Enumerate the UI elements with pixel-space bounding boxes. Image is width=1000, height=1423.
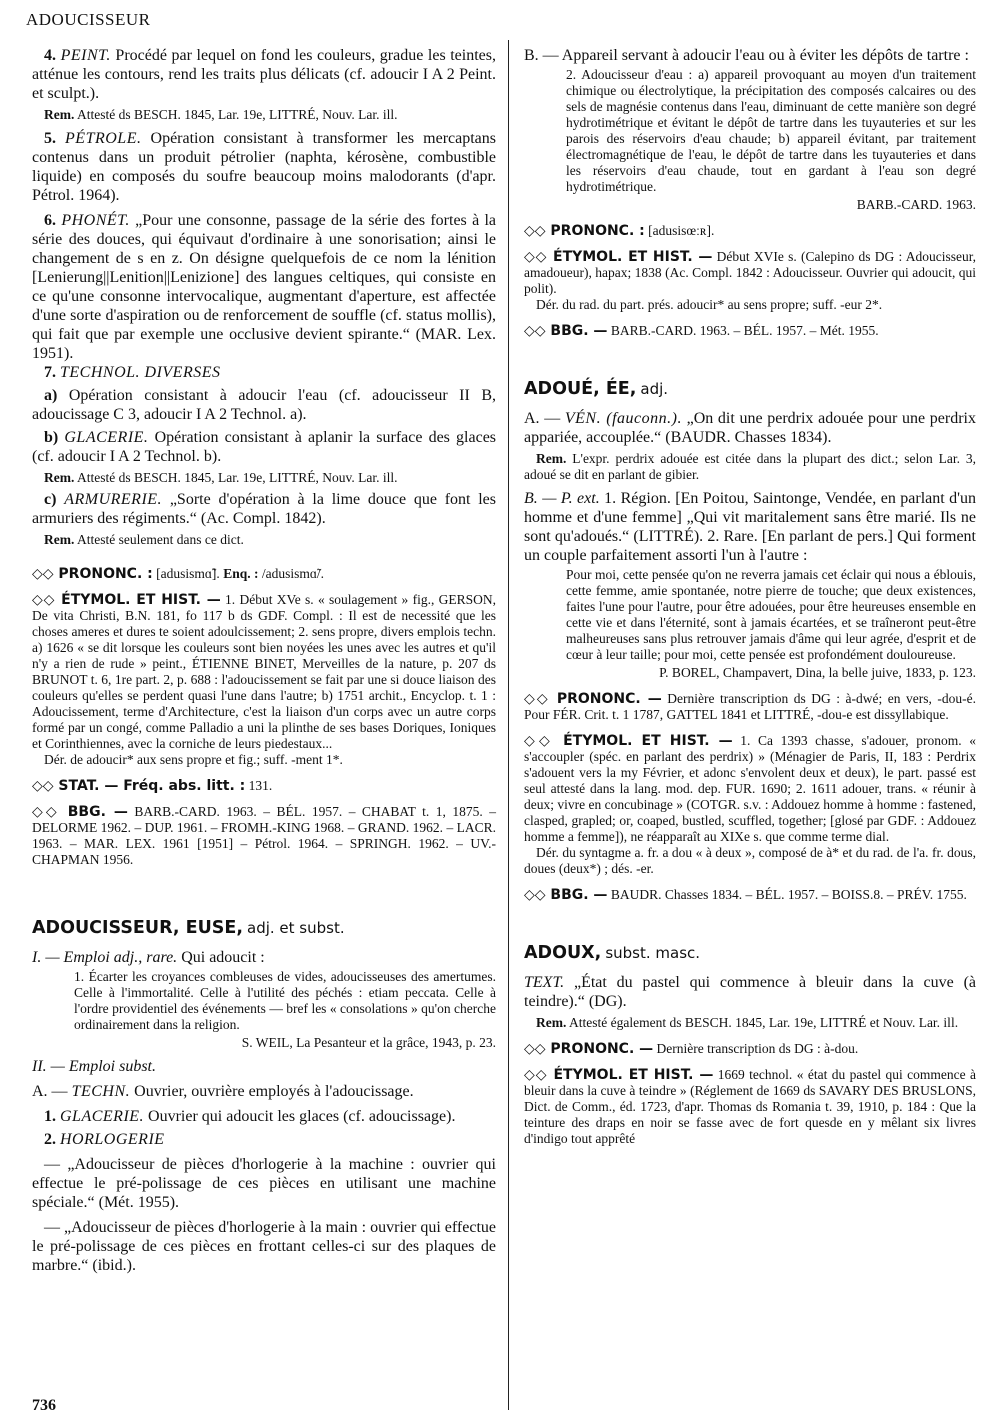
pronunciation: ◇◇ PRONONC. — Dernière transcription ds DG : à-dwé; en vers, -dou-é. Pour FÉR. Crit. t. 1 1787, GATTEL 1841 et LITTRÉ, -dou-e est dissyllabique. xyxy=(524,691,976,722)
pronunciation: ◇◇ PRONONC. : [adusisœːʀ]. xyxy=(524,223,715,239)
running-head: ADOUCISSEUR xyxy=(26,10,151,29)
remark: Rem. Attesté seulement dans ce dict. xyxy=(44,532,244,547)
column-divider xyxy=(508,40,509,1410)
sense-5: 5. PÉTROLE. Opération consistant à transformer les mercaptans contenus dans un produit pétrolier (naphta, kérosène, combustible liquide) en composés du soufre beaucoup moins malodorants (d'apr. Pétrol. 1964). xyxy=(32,130,496,204)
pronunciation: ◇◇ PRONONC. — Dernière transcription ds DG : à-dou. xyxy=(524,1041,859,1057)
etymology: ◇◇ ÉTYMOL. ET HIST. — Début XVIe s. (Calepino ds DG : Adoucisseur, amadoueur), hapax; 1838 (Ac. Compl. 1842 : Adoucisseur. Ouvrier qui adoucit, qui polit). xyxy=(524,249,977,296)
sense-7a: a) Opération consistant à adoucir l'eau (cf. adoucisseur II B, adoucissage C 3, adoucir I A 2 Technol. a). xyxy=(32,387,496,423)
citation-source: BARB.-CARD. 1963. xyxy=(856,197,976,212)
entry-heading: ADOUÉ, ÉE, adj. xyxy=(524,379,669,399)
entry-heading: ADOUX, subst. masc. xyxy=(524,943,701,963)
sense-IIA1: 1. GLACERIE. Ouvrier qui adoucit les glaces (cf. adoucissage). xyxy=(44,1108,456,1125)
citation-source: S. WEIL, La Pesanteur et la grâce, 1943, p. 23. xyxy=(241,1035,496,1050)
etymology: ◇◇ ÉTYMOL. ET HIST. — 1. Ca 1393 chasse, s'adouer, pronom. « s'accoupler (spéc. en parlant des perdrix) » (Ménagier de Paris, II, 183 : Perdrix s'adouent vers la my Février, et adonc s'envolent deux et deux), le part. passé est seul attesté dans la lang. mod. dep. FUR. 1690; 2. 1611 adouer, trans. « réunir à deux; vivre en concubinage » (COTGR. s.v. : Addouez homme à homme : fastened, clasped, grapled; or, coaped, bustled, scuffled, together; [glosé par GDF. : Addouez homme a femme]), ne réapparaît au XIXe s. que comme terme dial. xyxy=(524,733,976,844)
bibliography: ◇◇ BBG. — BARB.-CARD. 1963. – BÉL. 1957. – Mét. 1955. xyxy=(524,323,879,339)
etymology: ◇◇ ÉTYMOL. ET HIST. — 1. Début XVe s. « soulagement » fig., GERSON, De vita Christi, B.N. 181, fo 117 b ds GDF. Compl. : Il est de necessité que les choses ameres et dures te soient adoulcissement; 2. sens propre, divers emplois techn. a) 1626 « se dit lorsque les couleurs sont bien noyées les unes avec les autres et qu'il n'y a rien de rude » peint., ÉTIENNE BINET, Merveilles de la nature, p. 207 ds BRUNOT t. 6, 1re part. 2, p. 688 : l'adoucissement se fait par une si douce liaison des couleurs qu'elles se perdent quasi l'une dans l'autre; b) 1751 archit., Encyclop. t. 1 : Adoucissement, terme d'Architecture, c'est la liaison d'un corps avec un autre corps formé par un congé, comme Palladio a uni la plinthe de ses bases Doriques, Ioniques et Corinthiennes, avec la corniche de leurs piedestaux... xyxy=(32,592,497,751)
pronunciation: ◇◇ PRONONC. : [adusismɑ̃]. Enq. : /adusismɑ̃/. xyxy=(32,566,325,582)
derivation: Dér. du syntagme a. fr. a dou « à deux », composé de à* et du rad. de l'a. fr. dous, doues (deux*) ; dés. -er. xyxy=(524,845,976,876)
sense-7c: c) ARMURERIE. „Sorte d'opération à la lime douce que font les armuriers des régiments.“ (Ac. Compl. 1842). xyxy=(32,491,497,527)
sense-4: 4. PEINT. Procédé par lequel on fond les couleurs, gradue les teintes, atténue les contours, rend les traits plus délicats (cf. adoucir I A 2 Peint. et sculpt.). xyxy=(32,47,497,102)
entry-heading: ADOUCISSEUR, EUSE, adj. et subst. xyxy=(32,918,345,938)
remark: Rem. Attesté également ds BESCH. 1845, Lar. 19e, LITTRÉ et Nouv. Lar. ill. xyxy=(536,1015,959,1030)
remark: Rem. Attesté ds BESCH. 1845, Lar. 19e, LITTRÉ, Nouv. Lar. ill. xyxy=(44,107,398,122)
page-number: 736 xyxy=(32,1397,56,1414)
right-column xyxy=(524,46,976,1147)
sense-B: B. — P. ext. 1. Région. [En Poitou, Saintonge, Vendée, en parlant d'un homme et d'une femme] „Qui vit maritalement sans être marié. Ils ne sont qu'adoués.“ (LITTRÉ). 2. Rare. [En parlant de pers.] Qui forment un couple parfaitement assorti l'un à l'autre : xyxy=(524,490,977,564)
left-column xyxy=(32,46,496,1275)
sense-I: I. — Emploi adj., rare. Qui adoucit : xyxy=(32,949,265,966)
statistics: ◇◇ STAT. — Fréq. abs. litt. : 131. xyxy=(32,778,273,794)
remark: Rem. Attesté ds BESCH. 1845, Lar. 19e, LITTRÉ, Nouv. Lar. ill. xyxy=(44,470,398,485)
sense-6: 6. PHONÉT. „Pour une consonne, passage de la série des fortes à la série des douces, qui équivaut d'ordinaire à une sonorisation; ainsi le changement de s en z. On désigne quelquefois de ce nom la lénition [Lenierung||Lenition||Lenizione] des langues celtiques, qui consiste en ce qu'une consonne intervocalique, augmentant d'aperture, est affectée d'une sorte d'aspiration ou de renforcement de souffle (cf. status mollis), qui fait que par exemple une occlusive devient spirante.“ (MAR. Lex. 1951). xyxy=(32,212,497,362)
sense-text: TEXT. „État du pastel qui commence à bleuir dans la cuve (à teindre).“ (DG). xyxy=(524,974,977,1010)
sense-7: 7. TECHNOL. DIVERSES xyxy=(44,364,221,381)
etymology: ◇◇ ÉTYMOL. ET HIST. — 1669 technol. « état du pastel qui commence à bleuir dans la cuve à teindre » (Réglement de 1669 ds SAVARY DES BRUSLONS, Dict. de Comm., éd. 1723, d'apr. Thomas ds Romania t. 39, 1910, p. 184 : Que la teinture des draps en noir se fasse avec de fort quesde en y mêlant six livres d'indigo tout apprêté xyxy=(524,1067,977,1146)
sense-A: A. — VÉN. (fauconn.). „On dit une perdrix adouée pour une perdrix appariée, accouplée.“ (BAUDR. Chasses 1834). xyxy=(524,410,976,446)
bibliography: ◇◇ BBG. — BARB.-CARD. 1963. – BÉL. 1957. – CHABAT t. 1, 1875. – DELORME 1962. – DUP. 1961. – FROMH.-KING 1968. – GRAND. 1962. – LACR. 1963. – MAR. LEX. 1961 [1951] – Pétrol. 1964. – SPRINGH. 1962. – UV.-CHAPMAN 1956. xyxy=(32,804,497,867)
sense-IIA: A. — TECHN. Ouvrier, ouvrière employés à l'adoucissage. xyxy=(32,1083,414,1100)
citation: 2. Adoucisseur d'eau : a) appareil provoquant au moyen d'un traitement chimique ou électrolytique, la précipitation des composés calcaires ou des sels de magnésie contenus dans l'eau, diminuant de cette manière son degré hydrotimétrique et évitant le dépôt de tartre dans les tuyauteries et sur les parois des réservoirs d'eau chaude; b) appareil évitant, par traitement électromagnétique de l'eau, le dépôt de tartre dans les tuyauteries et dans les réservoirs d'eau chaude, tout en gardant à l'eau son degré hydrotimétrique. xyxy=(566,67,976,194)
sense-IIB: B. — Appareil servant à adoucir l'eau ou à éviter les dépôts de tartre : xyxy=(524,47,969,64)
citation: Pour moi, cette pensée qu'on ne reverra jamais cet éclair qui nous a éblouis, cette femme, amie spontanée, notre pierre de touche; que deux existences, faites l'une pour l'autre, pour être adouées, pour être heureuses ensemble en cette vie et dans l'éternité, sont à jamais écartées, et se traîneront peut-être malheureuses sans plus retrouver jamais d'âme qui leur agrée, d'esprit et de cœur à leur taille; pour moi, cette pensée est profondément douloureuse. xyxy=(566,567,976,662)
definition-quote: — „Adoucisseur de pièces d'horlogerie à la main : ouvrier qui effectue le pré-polissage de ces pièces en frottant celles-ci sur des plaques de marbre.“ (ibid.). xyxy=(32,1219,496,1274)
sense-IIA2: 2. HORLOGERIE xyxy=(44,1131,165,1148)
derivation: Dér. de adoucir* aux sens propre et fig.; suff. -ment 1*. xyxy=(44,752,343,767)
citation-source: P. BOREL, Champavert, Dina, la belle juive, 1833, p. 123. xyxy=(659,665,976,680)
citation: 1. Écarter les croyances combleuses de vides, adoucisseuses des amertumes. Celle à l'immortalité. Celle à l'utilité des péchés : etiam peccata. Celle à l'ordre providentiel des événements — bref les « consolations » qu'on cherche ordinairement dans la religion. xyxy=(74,969,496,1032)
remark: Rem. L'expr. perdrix adouée est citée dans la plupart des dict.; selon Lar. 3, adoué se dit en parlant de gibier. xyxy=(524,451,976,482)
sense-II: II. — Emploi subst. xyxy=(32,1058,156,1075)
definition-quote: — „Adoucisseur de pièces d'horlogerie à la machine : ouvrier qui effectue le pré-polissage de ces pièces en utilisant une machine spéciale.“ (Mét. 1955). xyxy=(32,1156,496,1211)
sense-7b: b) GLACERIE. Opération consistant à aplanir la surface des glaces (cf. adoucir I A 2 Technol. b). xyxy=(32,429,497,465)
derivation: Dér. du rad. du part. prés. adoucir* au sens propre; suff. -eur 2*. xyxy=(536,297,883,312)
bibliography: ◇◇ BBG. — BAUDR. Chasses 1834. – BÉL. 1957. – BOISS.8. – PRÉV. 1755. xyxy=(524,887,967,903)
